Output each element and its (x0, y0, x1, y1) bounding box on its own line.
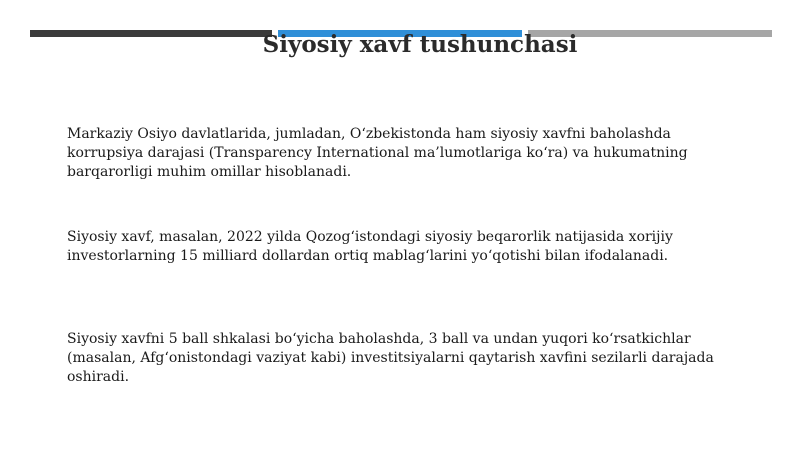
paragraph-corruption-factors: Markaziy Osiyo davlatlarida, jumladan, O‘zbekistonda ham siyosiy xavfni baholashda korrupsiya darajasi (Transparency International ma’lumotlariga ko‘ra) va hukumatning barqarorligi muhim omillar hisoblanadi. (67, 126, 688, 180)
slide-title: Siyosiy xavf tushunchasi (262, 31, 578, 58)
paragraph-kazakhstan-example: Siyosiy xavf, masalan, 2022 yilda Qozog‘istondagi siyosiy beqarorlik natijasida xorijiy investorlarning 15 milliard dollardan ortiq mablag‘larini yo‘qotishi bilan ifodalanadi. (67, 229, 673, 264)
paragraph-risk-scale: Siyosiy xavfni 5 ball shkalasi bo‘yicha baholashda, 3 ball va undan yuqori ko‘rsatkichlar (masalan, Afg‘onistondagi vaziyat kabi) investitsiyalarni qaytarish xavfini sezilarli darajada oshiradi. (67, 331, 714, 385)
